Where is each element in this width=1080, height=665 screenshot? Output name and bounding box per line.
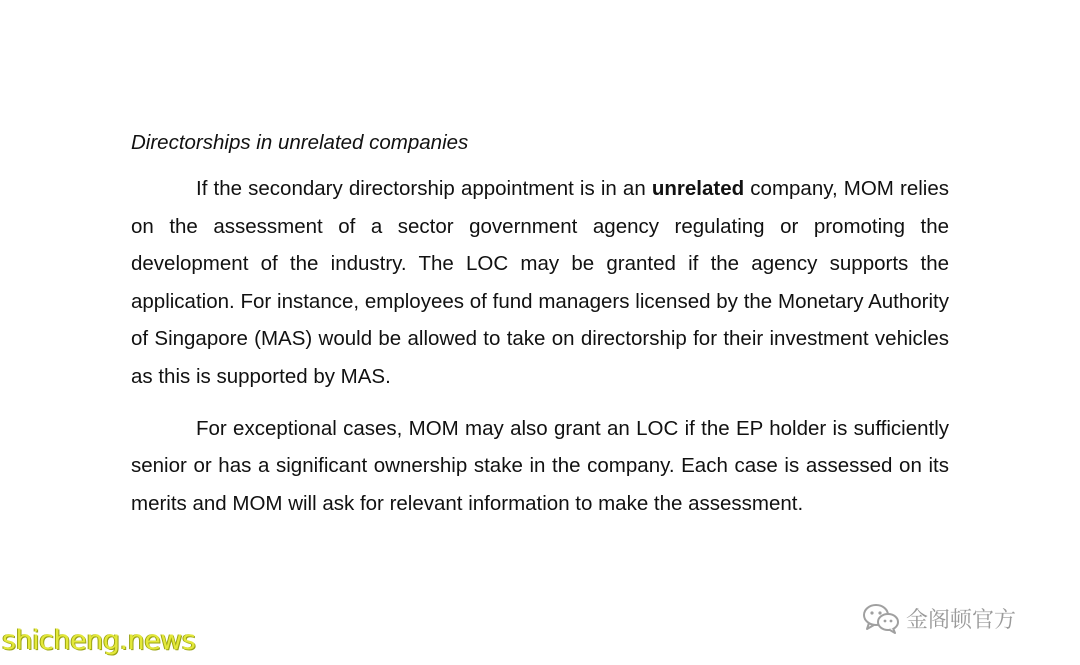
account-watermark — [862, 598, 1016, 638]
paragraph1-bold-term: unrelated — [651, 177, 745, 200]
paragraph-unrelated-companies — [131, 170, 949, 396]
site-watermark: shicheng.news — [2, 625, 196, 656]
wechat-icon — [862, 602, 900, 634]
paragraph-exceptional-cases: For exceptional cases, MOM may also grant an LOC if the EP holder is sufficiently senior or has a significant ownership stake in the company. Each case is assessed on its merits and MOM will ask for relevant information to make the assessment. — [131, 416, 949, 515]
document-body — [131, 128, 949, 536]
paragraph1-text-after: company, MOM relies on the assessment of a sector government agency regulating or promoting the development of the industry. The LOC may be granted if the agency supports the application. For instance, employees of fund managers licensed by the Monetary Authority of Singapore (MAS) would be allowed to take on directorship for their investment vehicles as this is supported by MAS. — [131, 177, 949, 388]
paragraph1-text-before: If the secondary directorship appointment is in an — [196, 177, 652, 200]
account-name: 金阁顿官方 — [906, 607, 1017, 633]
section-heading: Directorships in unrelated companies — [131, 131, 469, 154]
